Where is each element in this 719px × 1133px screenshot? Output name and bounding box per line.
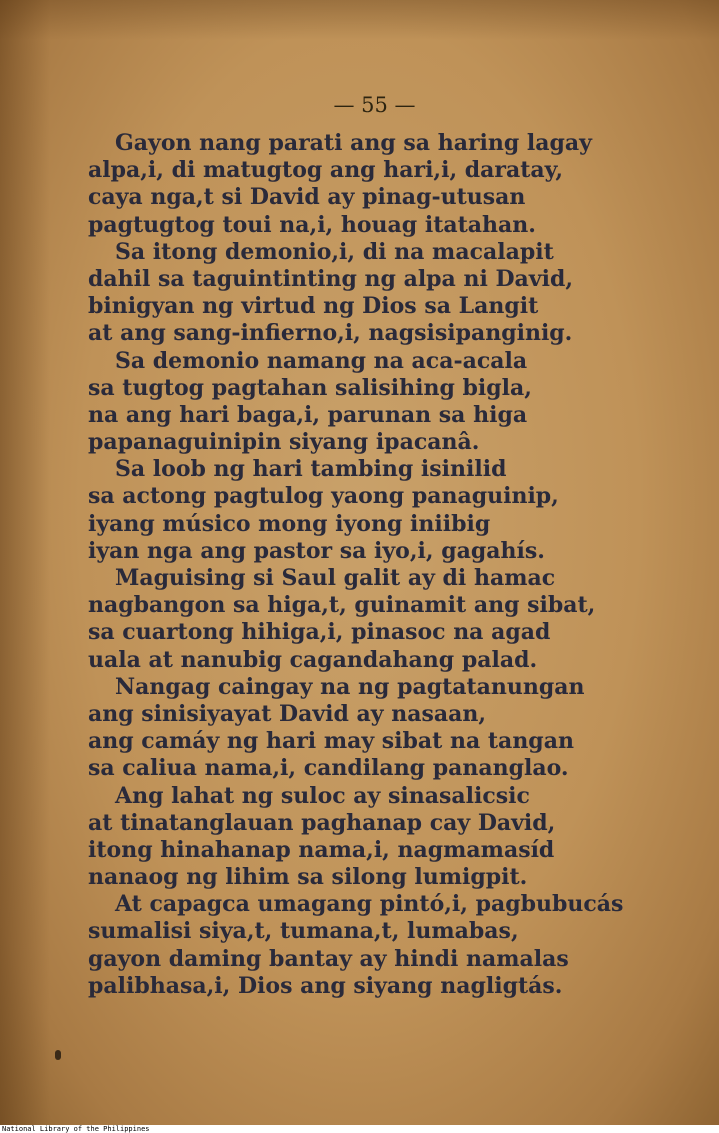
library-credit: National Library of the Philippines — [0, 1125, 719, 1133]
page-number: — 55 — — [333, 93, 416, 117]
poem-line: ang camáy ng hari may sibat na tangan — [88, 728, 574, 755]
poem-line: ang sinisiyayat David ay nasaan, — [88, 700, 487, 727]
ink-mark — [55, 1050, 61, 1060]
poem-line: Gayon nang parati ang sa haring lagay — [115, 130, 592, 156]
poem-line: uala at nanubig cagandahang palad. — [88, 646, 538, 673]
poem-body — [88, 130, 648, 1000]
poem-line: na ang hari baga,i, parunan sa higa — [88, 401, 528, 428]
poem-line: gayon daming bantay ay hindi namalas — [88, 945, 569, 972]
stanza-3 — [88, 348, 648, 457]
poem-line: at ang sang-infierno,i, nagsisipanginig. — [88, 320, 573, 347]
poem-line: papanaguinipin siyang ipacanâ. — [88, 429, 480, 456]
poem-line: Sa demonio namang na aca-acala — [115, 347, 528, 374]
poem-line: sa caliua nama,i, candilang pananglao. — [88, 755, 569, 782]
page-shadow-top — [0, 0, 719, 40]
poem-line: itong hinahanap nama,i, nagmamasíd — [88, 836, 555, 863]
poem-line: palibhasa,i, Dios ang siyang nagligtás. — [88, 972, 563, 999]
poem-line: iyang músico mong iyong iniibig — [88, 510, 491, 537]
poem-line: sa cuartong hihiga,i, pinasoc na agad — [88, 619, 551, 646]
poem-line: At capagca umagang pintó,i, pagbubucás — [115, 891, 624, 918]
page-shadow-left — [0, 0, 50, 1125]
poem-line: sa actong pagtulog yaong panaguinip, — [88, 483, 559, 510]
stanza-8 — [88, 891, 648, 1000]
poem-line: Maguising si Saul galit ay di hamac — [115, 565, 556, 591]
poem-line: caya nga,t si David ay pinag-utusan — [88, 184, 526, 211]
poem-line: alpa,i, di matugtog ang hari,i, daratay, — [88, 157, 563, 184]
stanza-4 — [88, 456, 648, 565]
poem-line: nagbangon sa higa,t, guinamit ang sibat, — [88, 592, 596, 619]
poem-line: sumalisi siya,t, tumana,t, lumabas, — [88, 918, 519, 945]
poem-line: Ang lahat ng suloc ay sinasalicsic — [115, 782, 530, 809]
poem-line: dahil sa taguintinting ng alpa ni David, — [88, 265, 573, 292]
stanza-1 — [88, 130, 648, 239]
stanza-5 — [88, 565, 648, 674]
poem-line: pagtugtog toui na,i, houag itatahan. — [88, 211, 536, 238]
poem-line: iyan nga ang pastor sa iyo,i, gagahís. — [88, 537, 545, 564]
stanza-6 — [88, 674, 648, 783]
poem-line: nanaog ng lihim sa silong lumigpit. — [88, 864, 528, 891]
poem-line: Sa loob ng hari tambing isinilid — [115, 456, 507, 483]
poem-line: binigyan ng virtud ng Dios sa Langit — [88, 293, 539, 320]
stanza-7 — [88, 783, 648, 892]
poem-line: at tinatanglauan paghanap cay David, — [88, 809, 556, 836]
poem-line: Nangag caingay na ng pagtatanungan — [115, 673, 585, 700]
stanza-2 — [88, 239, 648, 348]
poem-line: sa tugtog pagtahan salisihing bigla, — [88, 374, 532, 401]
poem-line: Sa itong demonio,i, di na macalapit — [115, 238, 554, 265]
